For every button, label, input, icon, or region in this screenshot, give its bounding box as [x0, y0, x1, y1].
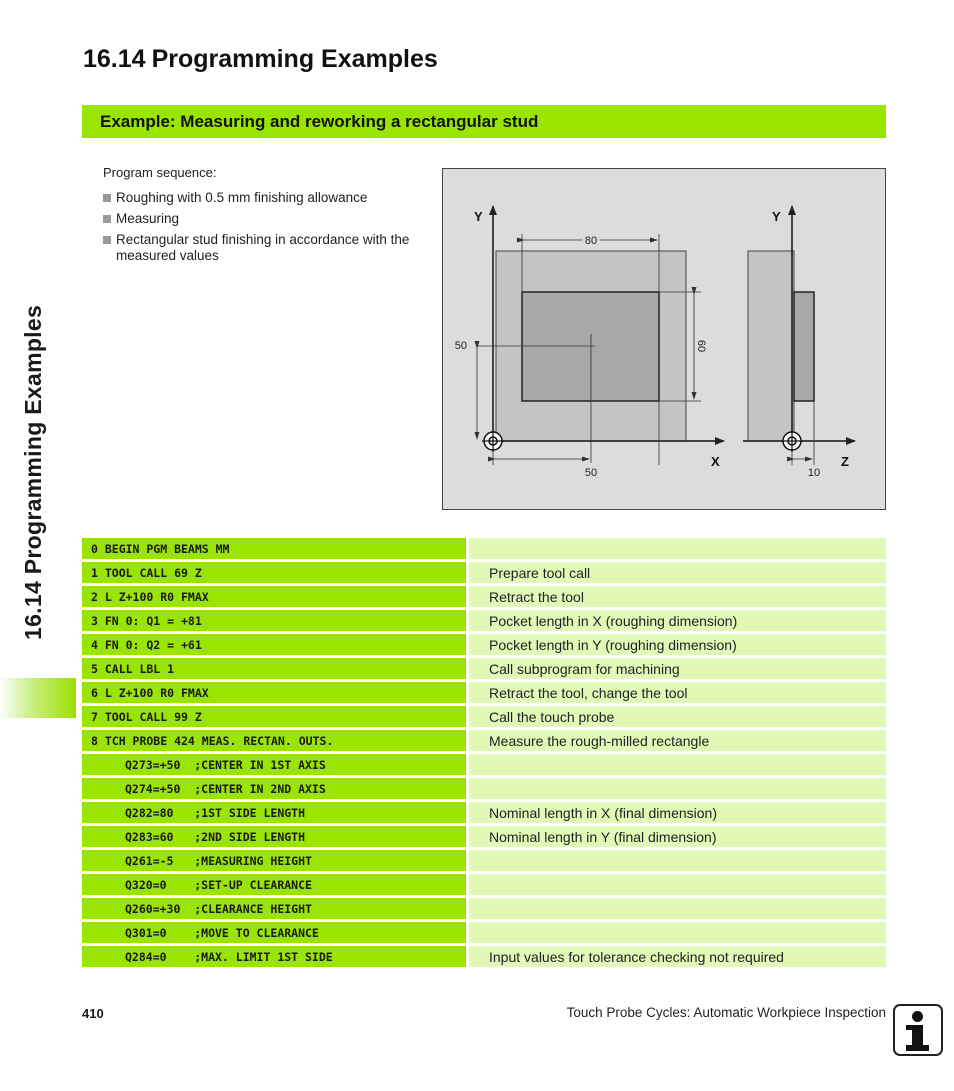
axis-label-y-left: Y [474, 209, 483, 224]
example-title-bar [82, 105, 886, 138]
program-description-cell: Retract the tool, change the tool [469, 682, 886, 703]
dim-label-50-horizontal: 50 [584, 467, 598, 479]
page-title [83, 45, 438, 74]
program-row [82, 802, 886, 823]
sequence-item-text: Measuring [116, 211, 180, 226]
program-code-cell: 7 TOOL CALL 99 Z [82, 706, 469, 727]
program-code-cell: Q301=0 ;MOVE TO CLEARANCE [82, 922, 469, 943]
program-description-cell [469, 754, 886, 775]
program-code-cell: Q261=-5 ;MEASURING HEIGHT [82, 850, 469, 871]
side-blank-rectangle [748, 251, 794, 441]
program-description-cell [469, 898, 886, 919]
sequence-item [103, 190, 423, 206]
program-description-cell: Input values for tolerance checking not required [469, 946, 886, 967]
workpiece-drawing-svg [443, 169, 887, 511]
program-code-cell: Q274=+50 ;CENTER IN 2ND AXIS [82, 778, 469, 799]
program-description-cell: Call the touch probe [469, 706, 886, 727]
program-code-cell: 0 BEGIN PGM BEAMS MM [82, 538, 469, 559]
program-code-cell: Q260=+30 ;CLEARANCE HEIGHT [82, 898, 469, 919]
sequence-item [103, 211, 423, 227]
side-chapter-title-text: 16.14 Programming Examples [20, 304, 46, 640]
example-title: Example: Measuring and reworking a rectangular stud [100, 112, 539, 131]
program-description-cell: Measure the rough-milled rectangle [469, 730, 886, 751]
sequence-item-text: Roughing with 0.5 mm finishing allowance [116, 190, 368, 205]
info-icon [893, 1004, 943, 1056]
program-row [82, 754, 886, 775]
program-row [82, 850, 886, 871]
program-description-cell: Nominal length in X (final dimension) [469, 802, 886, 823]
dim-label-60: 60 [695, 339, 707, 353]
program-row [82, 778, 886, 799]
program-description-cell: Pocket length in X (roughing dimension) [469, 610, 886, 631]
dim-label-10: 10 [807, 467, 821, 479]
program-description-cell: Nominal length in Y (final dimension) [469, 826, 886, 847]
program-code-cell: Q284=0 ;MAX. LIMIT 1ST SIDE [82, 946, 469, 967]
program-row [82, 586, 886, 607]
program-table [82, 535, 886, 970]
program-code-cell: Q320=0 ;SET-UP CLEARANCE [82, 874, 469, 895]
workpiece-drawing [442, 168, 886, 510]
program-code-cell: 2 L Z+100 R0 FMAX [82, 586, 469, 607]
program-row [82, 562, 886, 583]
square-bullet-icon [103, 236, 111, 244]
program-description-cell: Call subprogram for machining [469, 658, 886, 679]
axis-label-z: Z [841, 454, 849, 469]
program-code-cell: Q273=+50 ;CENTER IN 1ST AXIS [82, 754, 469, 775]
program-row [82, 682, 886, 703]
side-chapter-title [20, 50, 60, 640]
stud-rectangle [522, 292, 659, 401]
program-row [82, 826, 886, 847]
dim-label-80: 80 [584, 235, 598, 247]
footer-text: Touch Probe Cycles: Automatic Workpiece Inspection [566, 1005, 886, 1020]
program-description-cell: Retract the tool [469, 586, 886, 607]
program-description-cell: Prepare tool call [469, 562, 886, 583]
program-row [82, 946, 886, 967]
program-code-cell: 3 FN 0: Q1 = +81 [82, 610, 469, 631]
program-row [82, 898, 886, 919]
sequence-list [103, 190, 423, 269]
sequence-label: Program sequence: [103, 165, 217, 180]
program-row [82, 730, 886, 751]
chapter-tab-marker [0, 678, 76, 718]
program-row [82, 658, 886, 679]
program-row [82, 634, 886, 655]
sequence-item-text: Rectangular stud finishing in accordance with the measured values [116, 232, 410, 263]
program-description-cell [469, 922, 886, 943]
program-description-cell [469, 874, 886, 895]
program-code-cell: 1 TOOL CALL 69 Z [82, 562, 469, 583]
program-description-cell [469, 850, 886, 871]
program-code-cell: 4 FN 0: Q2 = +61 [82, 634, 469, 655]
program-description-cell: Pocket length in Y (roughing dimension) [469, 634, 886, 655]
dim-label-50-vertical: 50 [454, 340, 467, 352]
program-row [82, 874, 886, 895]
program-code-cell: 8 TCH PROBE 424 MEAS. RECTAN. OUTS. [82, 730, 469, 751]
program-description-cell [469, 778, 886, 799]
program-code-cell: Q283=60 ;2ND SIDE LENGTH [82, 826, 469, 847]
square-bullet-icon [103, 194, 111, 202]
program-table-body [82, 538, 886, 967]
program-row [82, 538, 886, 559]
section-number: 16.14 [83, 45, 146, 73]
program-row [82, 610, 886, 631]
program-code-cell: 5 CALL LBL 1 [82, 658, 469, 679]
program-row [82, 922, 886, 943]
side-stud-rectangle [794, 292, 814, 401]
square-bullet-icon [103, 215, 111, 223]
program-code-cell: Q282=80 ;1ST SIDE LENGTH [82, 802, 469, 823]
section-title: Programming Examples [151, 45, 438, 73]
axis-label-x: X [711, 454, 720, 469]
program-code-cell: 6 L Z+100 R0 FMAX [82, 682, 469, 703]
axis-label-y-right: Y [772, 209, 781, 224]
program-description-cell [469, 538, 886, 559]
sequence-item [103, 232, 423, 264]
page-number: 410 [82, 1006, 104, 1021]
program-row [82, 706, 886, 727]
